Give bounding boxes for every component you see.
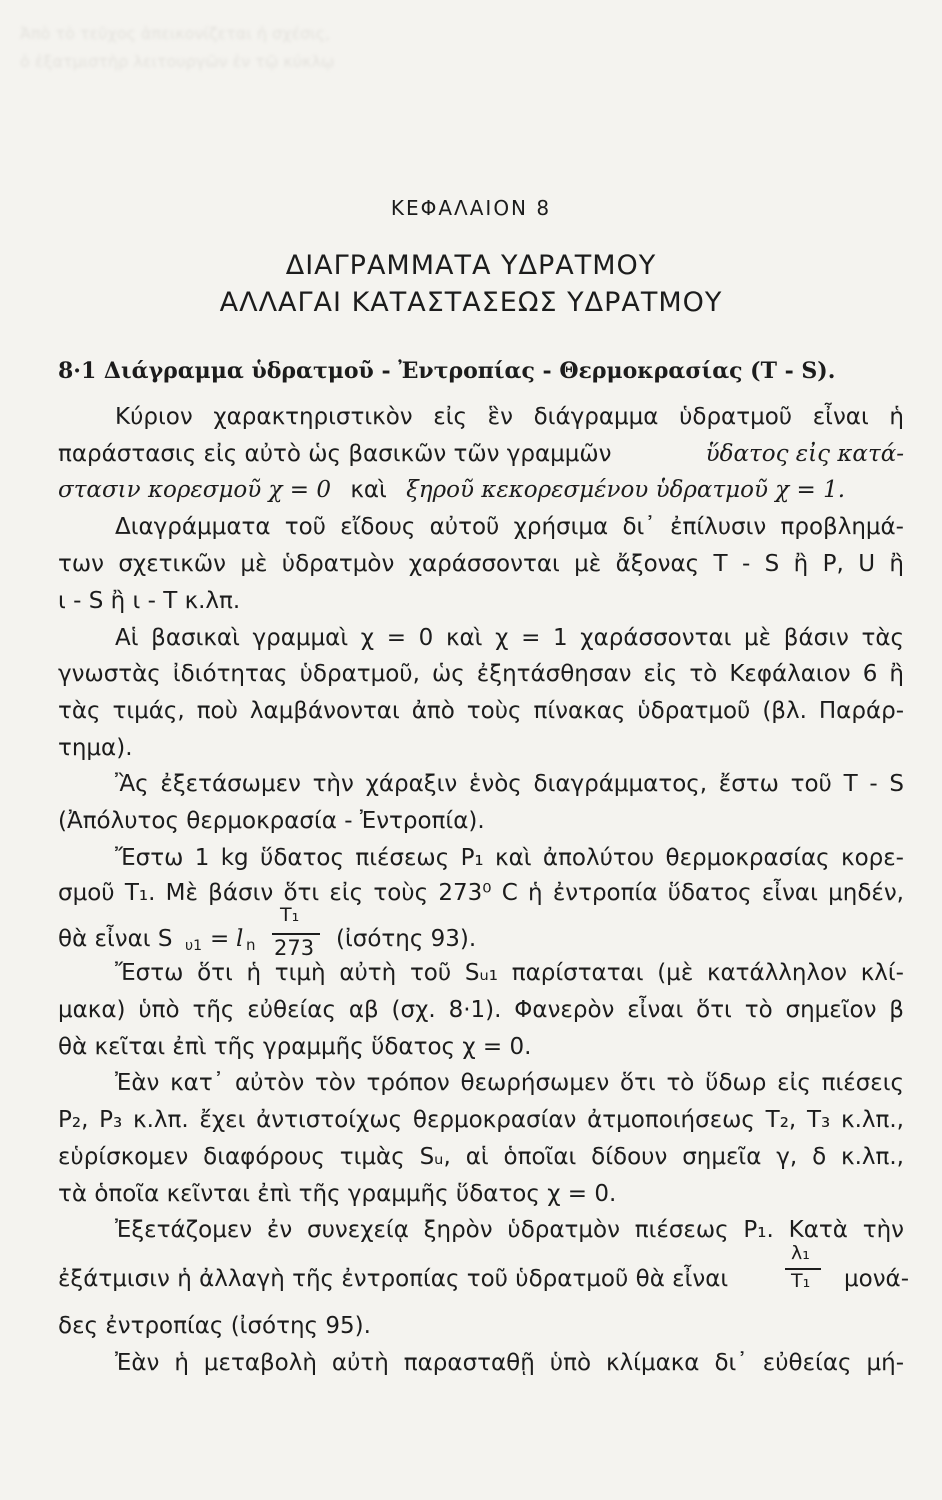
bleed-line: ὁ ἐξατμιστὴρ λειτουργῶν ἐν τῷ κύκλῳ — [20, 52, 335, 71]
text-line: θὰ κεῖται ἐπὶ τῆς γραμμῆς ὕδατος χ = 0. — [58, 1034, 532, 1060]
text-line: Ἂς ἐξετάσωμεν τὴν χάραξιν ἑνὸς διαγράμματος, ἔστω τοῦ T - S — [115, 771, 904, 797]
text-line: (Ἀπόλυτος θερμοκρασία - Ἐντροπία). — [58, 808, 485, 834]
text-line: των σχετικῶν μὲ ὑδρατμὸν χαράσσονται μὲ ἄξονας T - S ἢ P, U ἢ — [58, 551, 904, 577]
text-line: ι - S ἢ ι - T κ.λπ. — [58, 588, 241, 614]
text-line — [58, 441, 904, 467]
text-line: Αἱ βασικαὶ γραμμαὶ χ = 0 καὶ χ = 1 χαράσσονται μὲ βάσιν τὰς — [115, 625, 904, 651]
eq-fraction-bar — [272, 933, 320, 935]
text-line: Κύριον χαρακτηριστικὸν εἰς ἓν διάγραμμα ὑδρατμοῦ εἶναι ἡ — [115, 404, 904, 430]
eq-numerator: T₁ — [280, 904, 300, 926]
bleed-line: Ἀπὸ τὸ τεῦχος ἀπεικονίζεται ἡ σχέσις, — [20, 24, 331, 43]
text-line: P₂, P₃ κ.λπ. ἔχει ἀντιστοίχως θερμοκρασίαν ἀτμοποιήσεως T₂, T₃ κ.λπ., — [58, 1107, 904, 1133]
eq-suffix: (ἰσότης 93). — [336, 926, 477, 952]
text-line: γνωστὰς ἰδιότητας ὑδρατμοῦ, ὡς ἐξητάσθησαν εἰς τὸ Κεφάλαιον 6 ἢ — [58, 661, 904, 687]
text-line: τὰ ὁποῖα κεῖνται ἐπὶ τῆς γραμμῆς ὕδατος χ = 0. — [58, 1181, 617, 1207]
text-line: δες ἐντροπίας (ἰσότης 95). — [58, 1313, 371, 1339]
chapter-label: ΚΕΦΑΛΑΙΟΝ 8 — [390, 196, 552, 220]
fraction-denominator: T₁ — [791, 1270, 811, 1292]
text-line: Διαγράμματα τοῦ εἴδους αὐτοῦ χρήσιμα δι᾽ ἐπίλυσιν προβλημά- — [115, 514, 904, 540]
italic-span: ὕδατος εἰς κατά- — [705, 441, 904, 467]
eq-ln-sub: n — [246, 936, 256, 954]
eq-ln: l — [236, 926, 244, 952]
eq-prefix: θὰ εἶναι S — [58, 926, 173, 952]
text-line — [58, 477, 904, 503]
text-span: καὶ — [350, 477, 387, 503]
text-line: Ἔστω 1 kg ὕδατος πιέσεως P₁ καὶ ἀπολύτου θερμοκρασίας κορε- — [115, 845, 904, 871]
text-line: Ἐὰν ἡ μεταβολὴ αὐτὴ παρασταθῇ ὑπὸ κλίμακα δι᾽ εὐθείας μή- — [115, 1350, 904, 1376]
eq-denominator: 273 — [274, 936, 315, 960]
text-span: παράστασις εἰς αὐτὸ ὡς βασικῶν τῶν γραμμῶν — [58, 441, 612, 467]
text-line: εὑρίσκομεν διαφόρους τιμὰς Sᵤ, αἱ ὁποῖαι δίδουν σημεῖα γ, δ κ.λπ., — [58, 1144, 904, 1170]
eq-subscript: υ1 — [185, 938, 203, 954]
italic-span: ξηροῦ κεκορεσμένου ὑδρατμοῦ χ = 1. — [406, 477, 846, 503]
italic-span: στασιν κορεσμοῦ χ = 0 — [58, 477, 332, 503]
bleed-through-text — [20, 20, 580, 160]
chapter-title-line-2: ΑΛΛΑΓΑΙ ΚΑΤΑΣΤΑΣΕΩΣ ΥΔΡΑΤΜΟΥ — [219, 287, 723, 318]
eq-equals: = — [210, 926, 230, 952]
text-line: τημα). — [58, 735, 133, 761]
text-line: Ἐξετάζομεν ἐν συνεχείᾳ ξηρὸν ὑδρατμὸν πιέσεως P₁. Κατὰ τὴν — [115, 1217, 904, 1243]
text-line: Ἐὰν κατ᾽ αὐτὸν τὸν τρόπον θεωρήσωμεν ὅτι τὸ ὕδωρ εἰς πιέσεις — [115, 1070, 904, 1096]
text-line: σμοῦ T₁. Μὲ βάσιν ὅτι εἰς τοὺς 273⁰ C ἡ ἐντροπία ὕδατος εἶναι μηδέν, — [58, 880, 904, 906]
section-heading: 8·1 Διάγραμμα ὑδρατμοῦ - Ἐντροπίας - Θερμοκρασίας (T - S). — [58, 358, 836, 384]
text-span: ἐξάτμισιν ἡ ἀλλαγὴ τῆς ἐντροπίας τοῦ ὑδρατμοῦ θὰ εἶναι — [58, 1266, 729, 1292]
text-span: μονά- — [844, 1266, 910, 1292]
text-line: τὰς τιμάς, ποὺ λαμβάνονται ἀπὸ τοὺς πίνακας ὑδρατμοῦ (βλ. Παράρ- — [58, 698, 904, 724]
text-line: Ἔστω ὅτι ἡ τιμὴ αὐτὴ τοῦ Sᵤ₁ παρίσταται (μὲ κατάλληλον κλί- — [115, 960, 904, 986]
chapter-title-line-1: ΔΙΑΓΡΑΜΜΑΤΑ ΥΔΡΑΤΜΟΥ — [285, 250, 657, 281]
text-line: μακα) ὑπὸ τῆς εὐθείας αβ (σχ. 8·1). Φανερὸν εἶναι ὅτι τὸ σημεῖον β — [58, 997, 904, 1023]
text-line-with-fraction — [58, 1242, 910, 1306]
fraction-numerator: λ₁ — [791, 1242, 810, 1264]
